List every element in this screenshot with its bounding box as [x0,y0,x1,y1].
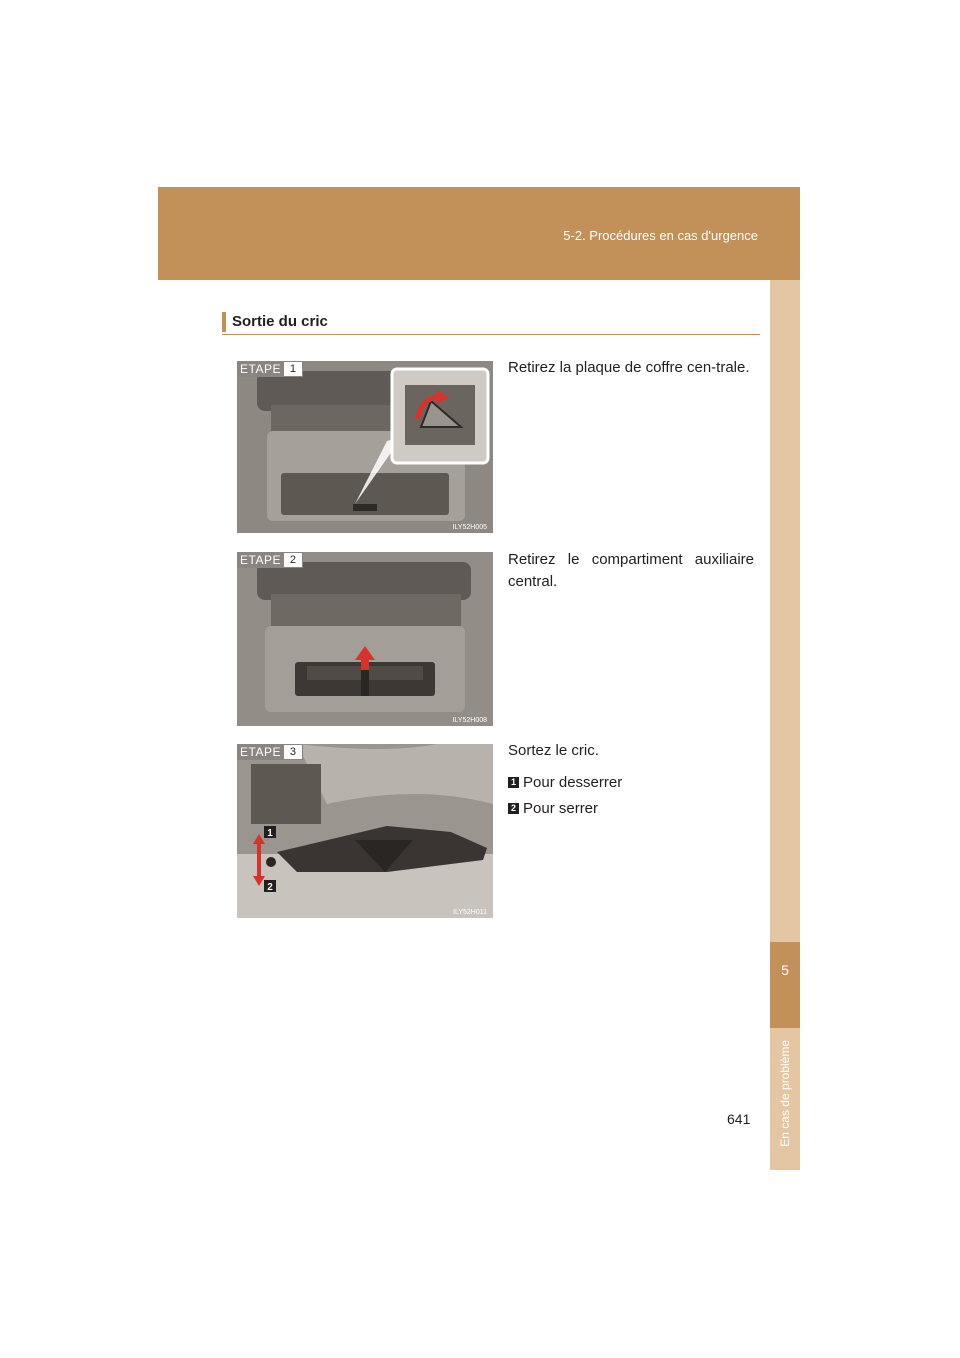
step-2-badge-label: ETAPE [240,553,281,567]
section-title: Sortie du cric [232,313,328,330]
page-header [158,187,800,280]
step-3-illustration [237,744,493,918]
header-section-title: 5-2. Procédures en cas d'urgence [563,228,758,243]
trunk-center-plate-illustration [237,361,493,533]
legend-text-1: Pour desserrer [523,774,623,791]
step-3-text: Sortez le cric. [508,742,599,759]
legend-marker-1: 1 [508,777,519,788]
step-1-badge [237,361,303,377]
step-3-badge [237,744,303,760]
chapter-number: 5 [781,962,789,978]
step-2-illustration [237,552,493,726]
section-heading [222,310,760,335]
step-3-badge-label: ETAPE [240,745,281,759]
chapter-side-tab [770,280,800,1170]
chapter-label: En cas de problème [778,1040,792,1147]
step-3-image-code: ILY52H011 [453,909,487,916]
step-1-badge-label: ETAPE [240,362,281,376]
step-3-callout-2: 2 [267,882,273,893]
step-3-callout-1: 1 [267,828,273,839]
step-2-image-code: ILY52H008 [452,717,487,724]
auxiliary-compartment-illustration [237,552,493,726]
legend-marker-2: 2 [508,803,519,814]
legend-text-2: Pour serrer [523,800,599,817]
step-3-badge-number: 3 [284,745,302,759]
legend-item-tighten [508,800,598,817]
step-2-badge [237,552,303,568]
step-2-badge-number: 2 [284,553,302,567]
step-1-illustration [237,361,493,533]
step-2-text: Retirez le compartiment auxiliaire central. [508,551,754,590]
step-1-badge-number: 1 [284,362,302,376]
legend-item-loosen [508,774,622,791]
step-1-text: Retirez la plaque de coffre cen-trale. [508,359,750,376]
chapter-number-box [770,942,800,1028]
page-number: 641 [727,1111,751,1127]
jack-illustration [237,744,493,918]
step-1-image-code: ILY52H005 [452,524,487,531]
